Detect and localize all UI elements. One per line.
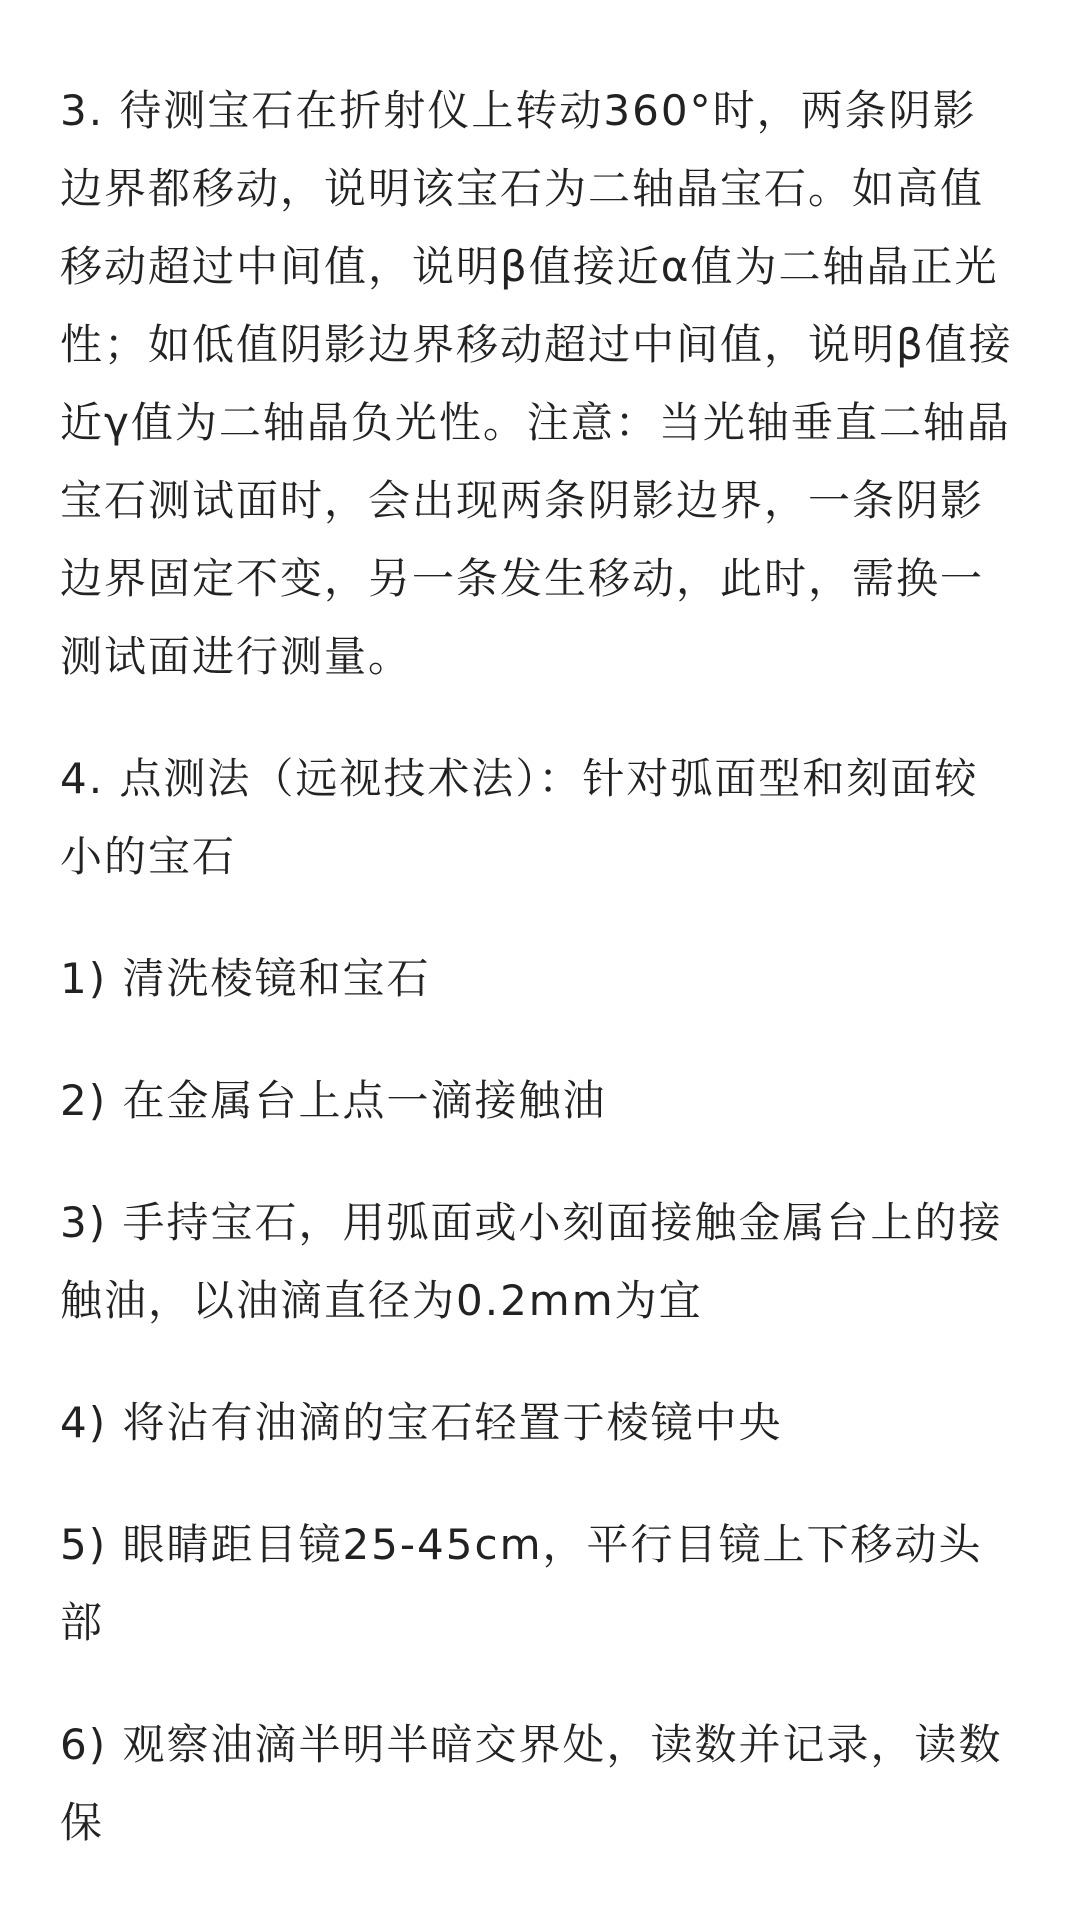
step-5-eye-distance: 5) 眼睛距目镜25-45cm，平行目镜上下移动头部 [60, 1520, 983, 1647]
step-3-touch-oil: 3) 手持宝石，用弧面或小刻面接触金属台上的接触油，以油滴直径为0.2mm为宜 [60, 1198, 1003, 1325]
step-4-place-gem: 4) 将沾有油滴的宝石轻置于棱镜中央 [60, 1398, 783, 1447]
paragraph-spot-method-heading: 4. 点测法（远视技术法）：针对弧面型和刻面较小的宝石 [60, 754, 979, 881]
step-1-clean-prism: 1) 清洗棱镜和宝石 [60, 954, 431, 1003]
step-6-observe-reading: 6) 观察油滴半明半暗交界处，读数并记录，读数保 [60, 1720, 1003, 1847]
paragraph-biaxial-explanation: 3. 待测宝石在折射仪上转动360°时，两条阴影边界都移动，说明该宝石为二轴晶宝石。如高值移动超过中间值，说明β值接近α值为二轴晶正光性；如低值阴影边界移动超过中间值，说明β值接近γ值为二轴晶负光性。注意：当光轴垂直二轴晶宝石测试面时，会出现两条阴影边界，一条阴影边界固定不变，另一条发生移动，此时，需换一测试面进行测量。 [60, 86, 1013, 681]
step-2-apply-oil: 2) 在金属台上点一滴接触油 [60, 1076, 607, 1125]
article-body [60, 72, 1020, 1906]
